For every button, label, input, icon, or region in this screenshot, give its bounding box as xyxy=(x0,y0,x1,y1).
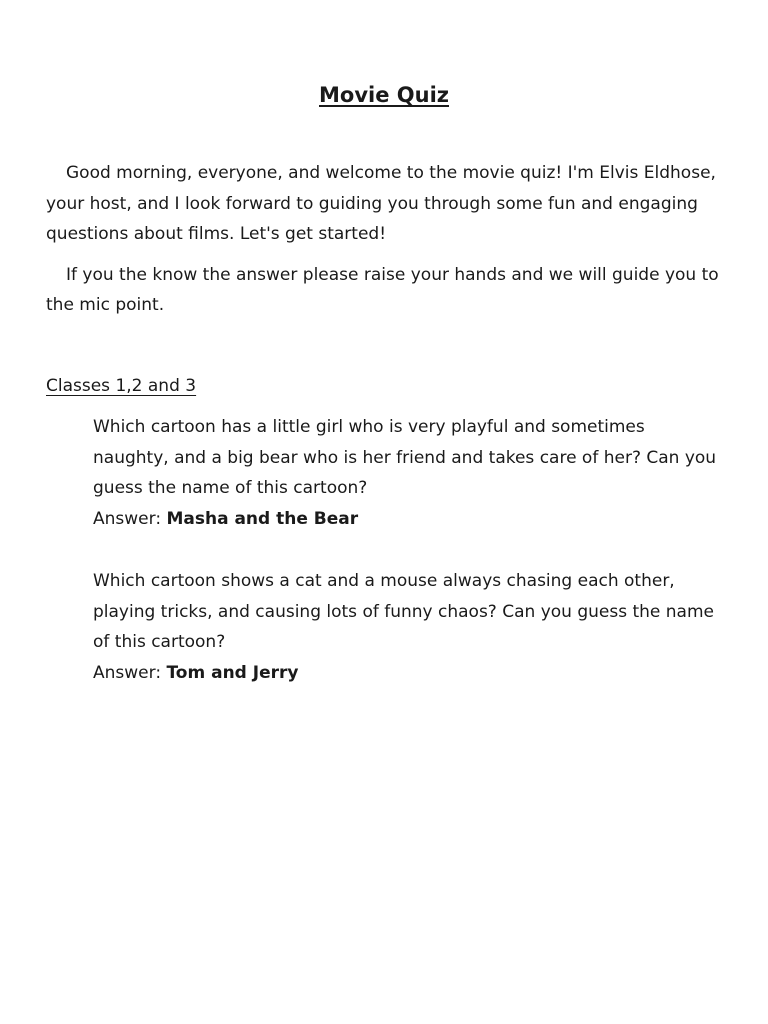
answer-line xyxy=(93,504,723,535)
answer-line xyxy=(93,658,723,689)
question-text: Which cartoon shows a cat and a mouse always chasing each other, playing tricks, and causing lots of funny chaos? Can you guess the name of this cartoon? xyxy=(93,571,714,653)
quiz-question xyxy=(93,566,723,689)
intro-paragraph: Good morning, everyone, and welcome to the movie quiz! I'm Elvis Eldhose, your host, and I look forward to guiding you through some fun and engaging questions about films. Let's get started! xyxy=(46,163,716,244)
answer-value: Masha and the Bear xyxy=(166,509,359,530)
question-text: Which cartoon has a little girl who is very playful and sometimes naughty, and a big bear who is her friend and takes care of her? Can you guess the name of this cartoon? xyxy=(93,417,717,499)
page-title-text: Movie Quiz xyxy=(319,83,449,107)
section-heading-text: Classes 1,2 and 3 xyxy=(46,376,197,396)
section-heading xyxy=(46,371,196,401)
answer-value: Tom and Jerry xyxy=(166,663,299,684)
intro-paragraph: If you the know the answer please raise your hands and we will guide you to the mic point. xyxy=(46,264,719,315)
answer-label: Answer: xyxy=(93,663,167,684)
page-title xyxy=(0,80,768,110)
intro-section xyxy=(46,158,722,331)
quiz-question xyxy=(93,412,723,535)
answer-label: Answer: xyxy=(93,509,167,530)
